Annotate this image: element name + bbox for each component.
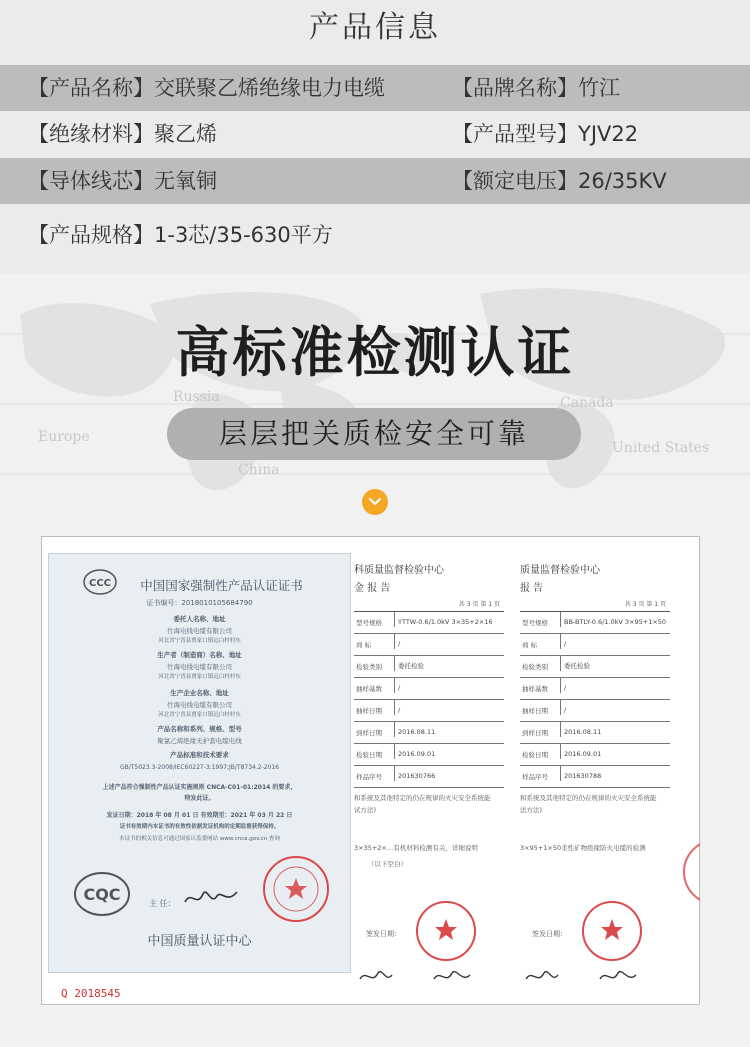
svg-text:CQC: CQC	[83, 885, 121, 904]
certificate-serial: Q 2018545	[61, 987, 121, 1000]
certificate-line: 发证日期：2018 年 08 月 01 日 有效期至：2021 年 03 月 22 日	[106, 812, 293, 819]
map-label-europe: Europe	[38, 429, 90, 445]
row-value: /	[560, 678, 670, 693]
row-value: /	[394, 634, 504, 649]
certification-subline: 层层把关质检安全可靠	[167, 408, 581, 460]
certificate-line: 特发此证。	[184, 795, 215, 802]
table-row	[520, 744, 670, 766]
info-row	[0, 65, 750, 111]
report-sign-label: 签发日期：	[532, 930, 567, 938]
certificate-org: 中国质量认证中心	[147, 934, 252, 949]
certificate-line: 生产者（制造商）名称、地址	[157, 651, 242, 659]
report-note: 3×95+1×50柔性矿物绝缘防火电缆的检测	[520, 844, 646, 852]
row-key: 检验日期	[522, 751, 548, 759]
report-title: 质量监督检验中心	[520, 565, 600, 576]
row-value: /	[394, 700, 504, 715]
table-row	[354, 766, 504, 788]
report-note: 和系统及其他特定的仍在规律的火灾安全系统能	[354, 794, 491, 802]
certificate-line: 聚氯乙烯绝缘无护套电缆电线	[157, 737, 242, 745]
map-label-russia: Russia	[173, 389, 220, 405]
inspection-stamp-icon	[580, 899, 644, 963]
report-note: 法方法)	[520, 806, 543, 814]
chevron-down-icon	[362, 489, 388, 515]
info-brand-name: 【品牌名称】竹江	[452, 76, 620, 100]
row-value: /	[560, 700, 670, 715]
certificate-line: 证书有效期内本证书的有效性依据发证机构的定期监督获得保持。	[119, 824, 280, 830]
partial-stamp-icon	[682, 827, 700, 917]
row-value: 2016.09.01	[394, 744, 504, 759]
table-row	[354, 722, 504, 744]
table-row	[354, 634, 504, 656]
row-key: 检验类别	[356, 663, 382, 671]
certificate-line: 竹海电线电缆有限公司	[167, 627, 232, 635]
row-key: 抽样日期	[356, 707, 382, 715]
certificate-title: 中国国家强制性产品认证证书	[140, 578, 303, 593]
certificate-line: 产品名称和系列、规格、型号	[157, 725, 242, 733]
certificate-line: GB/T5023.3-2008/IEC60227-3:1997;JB/T8734.2-2016	[119, 764, 280, 771]
signature-image	[181, 882, 241, 912]
row-value: 委托检验	[560, 656, 670, 671]
row-key: 检验日期	[356, 751, 382, 759]
row-value: 2016.08.11	[560, 722, 670, 737]
certificate-line: 生产企业名称、地址	[170, 689, 229, 697]
row-key: 到样日期	[522, 729, 548, 737]
row-value: 201630766	[394, 766, 504, 781]
info-rated-voltage: 【额定电压】26/35KV	[452, 169, 667, 193]
table-row	[354, 678, 504, 700]
table-row	[354, 656, 504, 678]
certificate-number: 证书编号：2018010105684790	[146, 599, 253, 607]
report-note: 3×35+2×…有机材料检测有关，详细说明	[354, 844, 478, 852]
report-sign-label: 签发日期：	[366, 930, 401, 938]
row-key: 商 标	[522, 641, 538, 649]
certificate-line: 河北省宁晋县贾家口镇远白村村东	[158, 712, 241, 718]
certificate-line: 委托人名称、地址	[173, 615, 226, 623]
product-info-title: 产品信息	[309, 10, 441, 45]
certificate-line: 竹海电线电缆有限公司	[167, 663, 232, 671]
row-value: BB-BTLY-0.6/1.0kV 3×95+1×50	[560, 612, 670, 627]
table-row	[520, 700, 670, 722]
signature-image	[354, 963, 504, 989]
row-key: 抽样基数	[522, 685, 548, 693]
report-title: 科质量监督检验中心	[354, 565, 444, 576]
row-key: 商 标	[356, 641, 372, 649]
info-row	[0, 111, 750, 157]
cqc-logo-icon	[73, 870, 131, 918]
table-row	[354, 744, 504, 766]
certificate-line: 竹海电线电缆有限公司	[167, 701, 232, 709]
test-report	[354, 543, 504, 998]
table-row	[520, 722, 670, 744]
svg-text:CCC: CCC	[88, 578, 112, 589]
table-row	[354, 700, 504, 722]
row-value: /	[394, 678, 504, 693]
ccc-certificate	[48, 553, 351, 1000]
report-note: 试方法)	[354, 806, 377, 814]
row-value: 2016.08.11	[394, 722, 504, 737]
certificate-line: 河北省宁晋县贾家口镇远白村村东	[158, 674, 241, 680]
row-value: 委托检验	[394, 656, 504, 671]
certificate-line: 本证书的相关信息可通过国家认监委网站 www.cnca.gov.cn 查询	[119, 836, 280, 842]
product-info-section	[0, 0, 750, 274]
row-key: 样品序号	[522, 773, 548, 781]
report-subtitle: 金 报 告	[354, 583, 391, 594]
row-value: 201630788	[560, 766, 670, 781]
certification-seal-icon	[261, 854, 331, 924]
report-subtitle: 报 告	[520, 583, 544, 594]
row-key: 型号规格	[356, 619, 382, 627]
report-page: 共 3 页 第 1 页	[458, 601, 500, 608]
test-report	[520, 543, 670, 998]
info-specification: 【产品规格】1-3芯/35-630平方	[28, 223, 333, 247]
info-product-name: 【产品名称】交联聚乙烯绝缘电力电缆	[28, 76, 385, 100]
certificate-line: 河北省宁晋县贾家口镇远白村村东	[158, 638, 241, 644]
row-key: 到样日期	[356, 729, 382, 737]
info-row	[0, 212, 750, 258]
table-row	[520, 678, 670, 700]
signer-label: 主 任：	[149, 899, 176, 908]
signature-image	[520, 963, 670, 989]
info-row	[0, 158, 750, 204]
info-model: 【产品型号】YJV22	[452, 122, 639, 146]
inspection-stamp-icon	[414, 899, 478, 963]
row-key: 抽样日期	[522, 707, 548, 715]
row-key: 型号规格	[522, 619, 548, 627]
row-key: 检验类别	[522, 663, 548, 671]
report-table	[520, 611, 670, 788]
row-value: YTTW-0.6/1.0kV 3×35+2×16	[394, 612, 504, 627]
table-row	[520, 656, 670, 678]
table-row	[354, 612, 504, 634]
map-label-china: China	[238, 462, 280, 478]
table-row	[520, 766, 670, 788]
report-table	[354, 611, 504, 788]
report-page: 共 3 页 第 1 页	[624, 601, 666, 608]
certification-headline: 高标准检测认证	[175, 321, 575, 384]
row-key: 样品序号	[356, 773, 382, 781]
row-key: 抽样基数	[356, 685, 382, 693]
map-label-canada: Canada	[560, 395, 614, 411]
row-value: 2016.09.01	[560, 744, 670, 759]
table-row	[520, 612, 670, 634]
map-label-united-states: United States	[612, 440, 710, 456]
table-row	[520, 634, 670, 656]
certificate-line: 产品标准和技术要求	[170, 751, 229, 759]
certificate-line: 上述产品符合强制性产品认证实施规则 CNCA-C01-01:2014 的要求，	[102, 784, 297, 791]
report-note: （以下空白）	[368, 860, 407, 868]
info-insulation-material: 【绝缘材料】聚乙烯	[28, 122, 217, 146]
info-conductor: 【导体线芯】无氧铜	[28, 169, 217, 193]
report-note: 和系统及其他特定的仍在规律的火灾安全系统能	[520, 794, 657, 802]
row-value: /	[560, 634, 670, 649]
documents-frame	[41, 536, 700, 1005]
